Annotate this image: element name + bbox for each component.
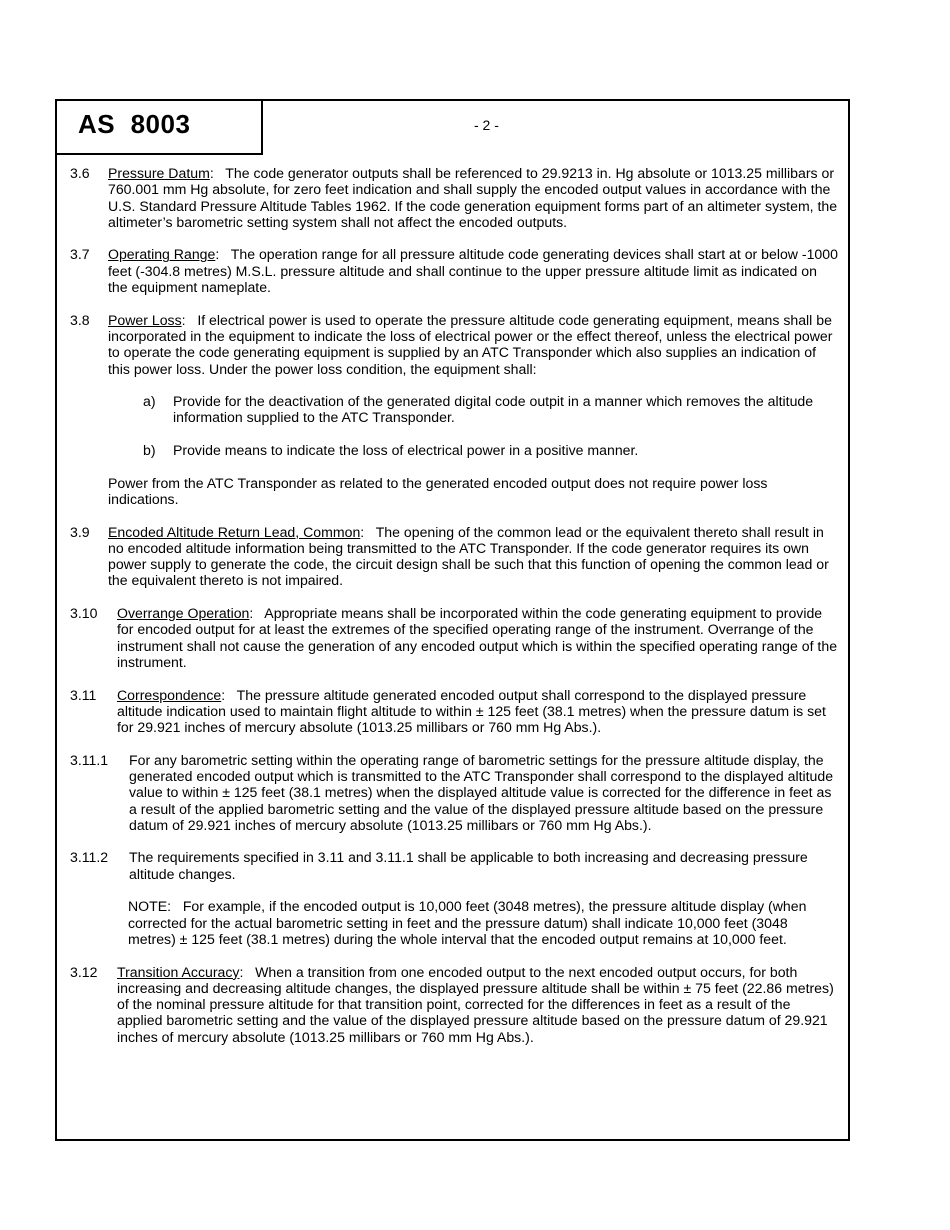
section-text: Appropriate means shall be incorporated within the code generating equipment to provide for encoded output for at least the extremes of the specified operating range of the instrument. Overrange of the instrument shall not cause the generation of any encoded output which is within the specified operating range of the instrument. <box>117 605 838 670</box>
section-3-10: 3.10 Overrange Operation: Appropriate means shall be incorporated within the code generating equipment to provide for encoded output for at least the extremes of the specified operating range of the instrument. Overrange of the instrument shall not cause the generation of any encoded output which is within the specified operating range of the instrument. <box>70 605 838 670</box>
section-title: Correspondence <box>117 686 222 703</box>
document-frame <box>55 99 850 1141</box>
section-title: Overrange Operation <box>117 605 250 622</box>
section-text: The pressure altitude generated encoded output shall correspond to the displayed pressure altitude indication used to maintain flight altitude to within ± 125 feet (38.1 metres) when the pressure datum is set for 29.921 inches of mercury absolute (1013.25 millibars or 760 mm Hg Abs.). <box>117 686 826 736</box>
section-number: 3.11.1 <box>70 751 109 768</box>
section-number: 3.10 <box>70 605 98 622</box>
section-title: Pressure Datum <box>108 165 210 181</box>
section-title: Encoded Altitude Return Lead, Common <box>108 523 361 540</box>
section-3-7: 3.7 Operating Range: The operation range for all pressure altitude code generating devices shall start at or below -1000 feet (-304.8 metres) M.S.L. pressure altitude and shall continue to the upper pressure altitude limit as indicated on the equipment nameplate. <box>70 246 838 296</box>
page-number: - 2 - <box>474 117 499 133</box>
section-text: The requirements specified in 3.11 and 3.11.1 shall be applicable to both increasing and decreasing pressure altitude changes. <box>129 849 808 882</box>
section-number: 3.11.2 <box>70 849 109 866</box>
section-3-9: 3.9 Encoded Altitude Return Lead, Common: The opening of the common lead or the equivalent thereto shall result in no encoded altitude information being transmitted to the ATC Transponder. If the code generator requires its own power supply to generate the code, the circuit design shall be such that this function of opening the common lead or the equivalent thereto is not impaired. <box>70 523 829 589</box>
list-item-label: a) <box>143 393 156 410</box>
document-number-box <box>57 101 263 155</box>
section-number: 3.9 <box>70 523 90 540</box>
section-number: 3.6 <box>70 165 90 181</box>
section-3-11-2 <box>70 849 838 882</box>
section-number: 3.7 <box>70 246 90 263</box>
section-title: Transition Accuracy <box>117 963 240 980</box>
note-text: NOTE: For example, if the encoded output is 10,000 feet (3048 metres), the pressure altitude display (when corrected for the actual barometric setting in feet and the pressure datum) shall indicate 10,000 feet (3048 metres) ± 125 feet (38.1 metres) during the whole interval that the encoded output remains at 10,000 feet. <box>128 898 811 947</box>
section-text: The code generator outputs shall be referenced to 29.9213 in. Hg absolute or 1013.25 millibars or 760.001 mm Hg absolute, for zero feet indication and shall supply the encoded output values in accordance with the U.S. Standard Pressure Altitude Tables 1962. If the code generation equipment forms part of an altimeter system, the altimeter’s barometric setting system shall not affect the encoded outputs. <box>108 165 838 230</box>
section-3-11-1 <box>70 752 838 833</box>
section-text: For any barometric setting within the operating range of barometric settings for the pressure altitude display, the generated encoded output which is transmitted to the ATC Transponder shall correspond to the displayed altitude value to within ± 125 feet (38.1 metres) when the displayed altitude value is corrected for the difference in feet as a result of the applied barometric setting and the value of the displayed pressure altitude based on the pressure datum of 29.921 inches of mercury absolute (1013.25 millibars or 760 mm Hg Abs.). <box>129 751 834 833</box>
document-number: AS 8003 <box>78 109 191 139</box>
section-closing-text: Power from the ATC Transponder as related to the generated encoded output does not require power loss indications. <box>108 474 768 507</box>
section-title: Power Loss <box>108 311 182 328</box>
list-item-text: Provide for the deactivation of the generated digital code outpit in a manner which removes the altitude information supplied to the ATC Transponder. <box>173 393 814 426</box>
section-3-8: 3.8 Power Loss: If electrical power is used to operate the pressure altitude code generating equipment, means shall be incorporated in the equipment to indicate the loss of electrical power or the effect thereof, unless the electrical power to operate the code generating equipment is supplied by an ATC Transponder which also supplies an indication of this power loss. Under the power loss condition, the equipment shall: <box>70 311 833 377</box>
section-3-11: 3.11 Correspondence: The pressure altitude generated encoded output shall correspond to the displayed pressure altitude indication used to maintain flight altitude to within ± 125 feet (38.1 metres) when the pressure datum is set for 29.921 inches of mercury absolute (1013.25 millibars or 760 mm Hg Abs.). <box>70 686 826 736</box>
list-item <box>143 442 838 458</box>
section-number: 3.8 <box>70 311 90 328</box>
section-3-12: 3.12 Transition Accuracy: When a transition from one encoded output to the next encoded output occurs, for both increasing and decreasing altitude changes, the displayed pressure altitude shall be within ± 75 feet (22.86 metres) of the nominal pressure altitude for that transition point, corrected for the differences in feet as a result of the applied barometric setting and the value of the displayed pressure altitude based on the pressure datum of 29.921 inches of mercury absolute (1013.25 millibars or 760 mm Hg Abs.). <box>70 963 834 1045</box>
section-text: The operation range for all pressure altitude code generating devices shall start at or below -1000 feet (-304.8 metres) M.S.L. pressure altitude and shall continue to the upper pressure altitude limit as indicated on the equipment nameplate. <box>108 246 838 296</box>
section-text: When a transition from one encoded output to the next encoded output occurs, for both increasing and decreasing altitude changes, the displayed pressure altitude shall be within ± 75 feet (22.86 metres) of the nominal pressure altitude for that transition point, corrected for the differences in feet as a result of the applied barometric setting and the value of the displayed pressure altitude based on the pressure datum of 29.921 inches of mercury absolute (1013.25 millibars or 760 mm Hg Abs.). <box>117 963 834 1045</box>
section-text: The opening of the common lead or the equivalent thereto shall result in no encoded altitude information being transmitted to the ATC Transponder. If the code generator requires its own power supply to generate the code, the circuit design shall be such that this function of opening the common lead or the equivalent thereto is not impaired. <box>108 523 829 589</box>
section-title: Operating Range <box>108 246 216 263</box>
list-item-label: b) <box>143 442 156 459</box>
list-item-text: Provide means to indicate the loss of electrical power in a positive manner. <box>173 442 639 459</box>
section-number: 3.11 <box>70 686 97 703</box>
list-item <box>143 393 838 426</box>
section-3-6: 3.6 Pressure Datum: The code generator outputs shall be referenced to 29.9213 in. Hg absolute or 1013.25 millibars or 760.001 mm Hg absolute, for zero feet indication and shall supply the encoded output values in accordance with the U.S. Standard Pressure Altitude Tables 1962. If the code generation equipment forms part of an altimeter system, the altimeter’s barometric setting system shall not affect the encoded outputs. <box>70 165 838 230</box>
section-number: 3.12 <box>70 963 98 980</box>
section-text: If electrical power is used to operate the pressure altitude code generating equipment, means shall be incorporated in the equipment to indicate the loss of electrical power or the effect thereof, unless the electrical power to operate the code generating equipment is supplied by an ATC Transponder which also supplies an indication of this power loss. Under the power loss condition, the equipment shall: <box>108 311 833 377</box>
document-body <box>70 165 838 1045</box>
